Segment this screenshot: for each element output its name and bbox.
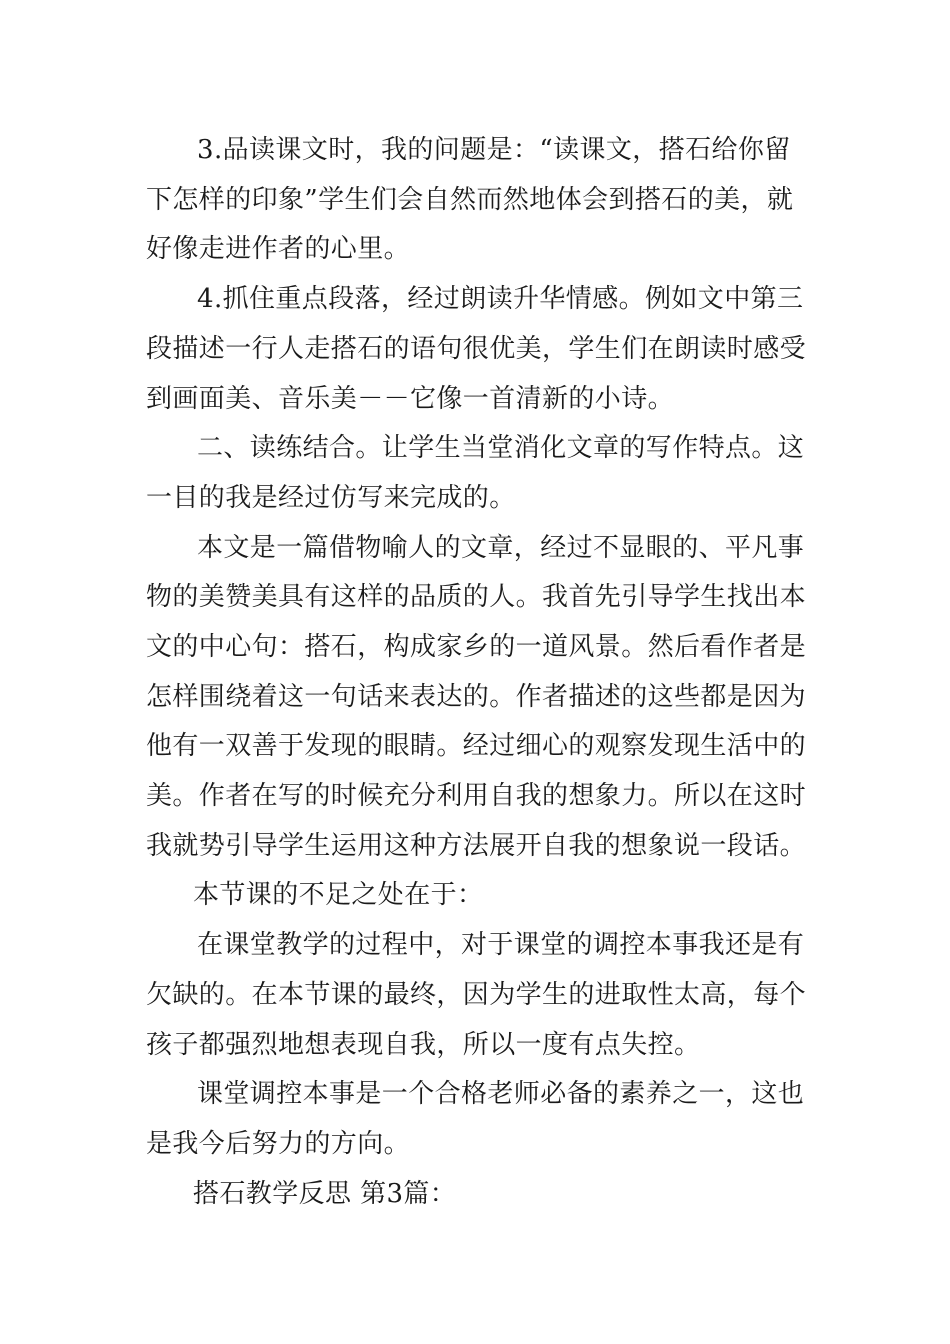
text-line: 物的美赞美具有这样的品质的人。我首先引导学生找出本 xyxy=(146,582,807,612)
text-line: 欠缺的。在本节课的最终，因为学生的进取性太高，每个 xyxy=(146,980,807,1010)
text-line: 本文是一篇借物喻人的文章，经过不显眼的、平凡事 xyxy=(197,533,805,563)
text-line: 怎样围绕着这一句话来表达的。作者描述的这些都是因为 xyxy=(146,682,807,712)
text-line: 文的中心句：搭石，构成家乡的一道风景。然后看作者是 xyxy=(146,632,807,662)
text-line: 在课堂教学的过程中，对于课堂的调控本事我还是有 xyxy=(197,930,805,960)
text-line: 我就势引导学生运用这种方法展开自我的想象说一段话。 xyxy=(146,831,807,861)
text-line: 到画面美、音乐美－－它像一首清新的小诗。 xyxy=(146,384,675,414)
text-line: 是我今后努力的方向。 xyxy=(146,1129,411,1159)
text-line: 4.抓住重点段落，经过朗读升华情感。例如文中第三 xyxy=(197,284,804,314)
text-line: 一目的我是经过仿写来完成的。 xyxy=(146,483,516,513)
text-line: 3.品读课文时，我的问题是：“读课文，搭石给你留 xyxy=(197,135,791,165)
text-line: 下怎样的印象”学生们会自然而然地体会到搭石的美，就 xyxy=(146,185,794,215)
text-line: 好像走进作者的心里。 xyxy=(146,234,411,264)
text-line: 孩子都强烈地想表现自我，所以一度有点失控。 xyxy=(146,1030,701,1060)
text-line: 本节课的不足之处在于： xyxy=(193,880,484,910)
text-line: 二、读练结合。让学生当堂消化文章的写作特点。这 xyxy=(197,433,805,463)
text-line: 美。作者在写的时候充分利用自我的想象力。所以在这时 xyxy=(146,781,807,811)
section-heading: 搭石教学反思 第3篇： xyxy=(193,1179,457,1209)
text-line: 段描述一行人走搭石的语句很优美，学生们在朗读时感受 xyxy=(146,334,807,364)
text-line: 课堂调控本事是一个合格老师必备的素养之一，这也 xyxy=(197,1079,805,1109)
text-line: 他有一双善于发现的眼睛。经过细心的观察发现生活中的 xyxy=(146,731,807,761)
